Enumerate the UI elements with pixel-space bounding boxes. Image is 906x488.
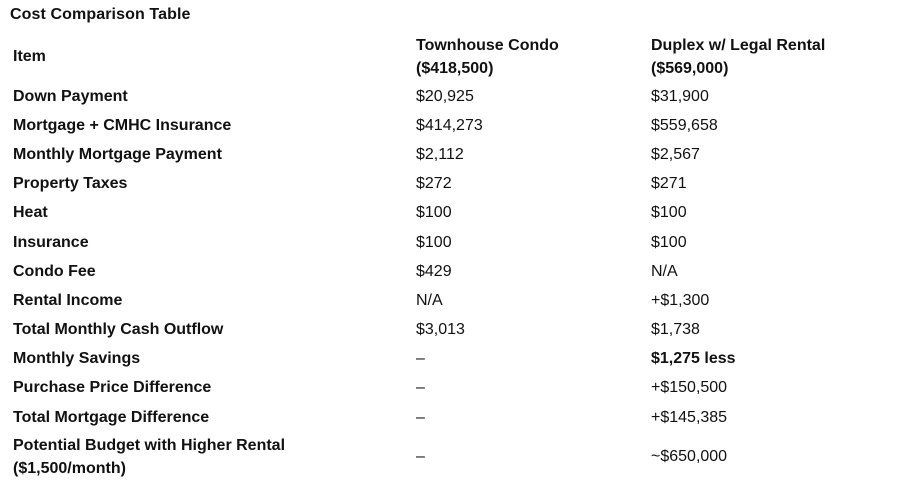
condo-value: $20,925: [416, 87, 474, 105]
condo-value: –: [416, 350, 425, 368]
table-row: [7, 345, 887, 374]
duplex-value: $559,658: [651, 116, 718, 134]
duplex-value: $31,900: [651, 87, 709, 105]
condo-value: –: [416, 379, 425, 397]
header-townhouse-condo-price: ($418,500): [416, 60, 494, 77]
table-row: [7, 374, 887, 403]
condo-value: –: [416, 448, 425, 466]
table-row: [7, 403, 887, 432]
row-label: Heat: [13, 204, 48, 222]
row-label: Monthly Mortgage Payment: [13, 145, 222, 163]
duplex-value: $1,275 less: [651, 350, 736, 368]
duplex-value: ~$650,000: [651, 448, 728, 466]
header-townhouse-condo: [410, 32, 645, 82]
cost-comparison-table: [7, 32, 887, 482]
condo-value: $100: [416, 204, 452, 222]
header-duplex-price: ($569,000): [651, 60, 729, 77]
duplex-value: +$145,385: [651, 408, 728, 426]
table-title: Cost Comparison Table: [10, 6, 191, 23]
row-label: Rental Income: [13, 291, 123, 309]
row-label: Monthly Savings: [13, 350, 141, 368]
table-row: [7, 199, 887, 228]
condo-value: N/A: [416, 291, 443, 309]
duplex-value: +$150,500: [651, 379, 728, 397]
table-row: [7, 316, 887, 345]
condo-value: –: [416, 408, 425, 426]
table-row: [7, 286, 887, 315]
condo-value: $100: [416, 233, 452, 251]
duplex-value: $1,738: [651, 321, 700, 339]
header-duplex: [645, 32, 887, 82]
row-label: Property Taxes: [13, 175, 128, 193]
table-row: [7, 432, 887, 482]
row-label-line2: ($1,500/month): [13, 460, 126, 478]
row-label: [7, 432, 410, 482]
duplex-value: $100: [651, 204, 687, 222]
row-label: Mortgage + CMHC Insurance: [13, 116, 232, 134]
condo-value: $414,273: [416, 116, 483, 134]
table-row: [7, 111, 887, 140]
row-label-line1: Potential Budget with Higher Rental: [13, 437, 286, 455]
condo-value: $272: [416, 175, 452, 193]
condo-value: $429: [416, 262, 452, 280]
header-duplex-name: Duplex w/ Legal Rental: [651, 37, 826, 54]
row-label: Total Mortgage Difference: [13, 408, 210, 426]
row-label: Total Monthly Cash Outflow: [13, 321, 224, 339]
row-label: Down Payment: [13, 87, 128, 105]
row-label: Purchase Price Difference: [13, 379, 212, 397]
row-label: Condo Fee: [13, 262, 96, 280]
table-row: [7, 140, 887, 169]
condo-value: $3,013: [416, 321, 465, 339]
table-row: [7, 170, 887, 199]
table-row: [7, 257, 887, 286]
duplex-value: +$1,300: [651, 291, 710, 309]
table-row: [7, 228, 887, 257]
duplex-value: $100: [651, 233, 687, 251]
row-label: Insurance: [13, 233, 89, 251]
header-item: Item: [13, 48, 46, 65]
table-header-row: [7, 32, 887, 82]
duplex-value: N/A: [651, 262, 678, 280]
duplex-value: $2,567: [651, 145, 700, 163]
duplex-value: $271: [651, 175, 687, 193]
header-townhouse-condo-name: Townhouse Condo: [416, 37, 559, 54]
table-row: [7, 82, 887, 111]
condo-value: $2,112: [416, 145, 464, 163]
